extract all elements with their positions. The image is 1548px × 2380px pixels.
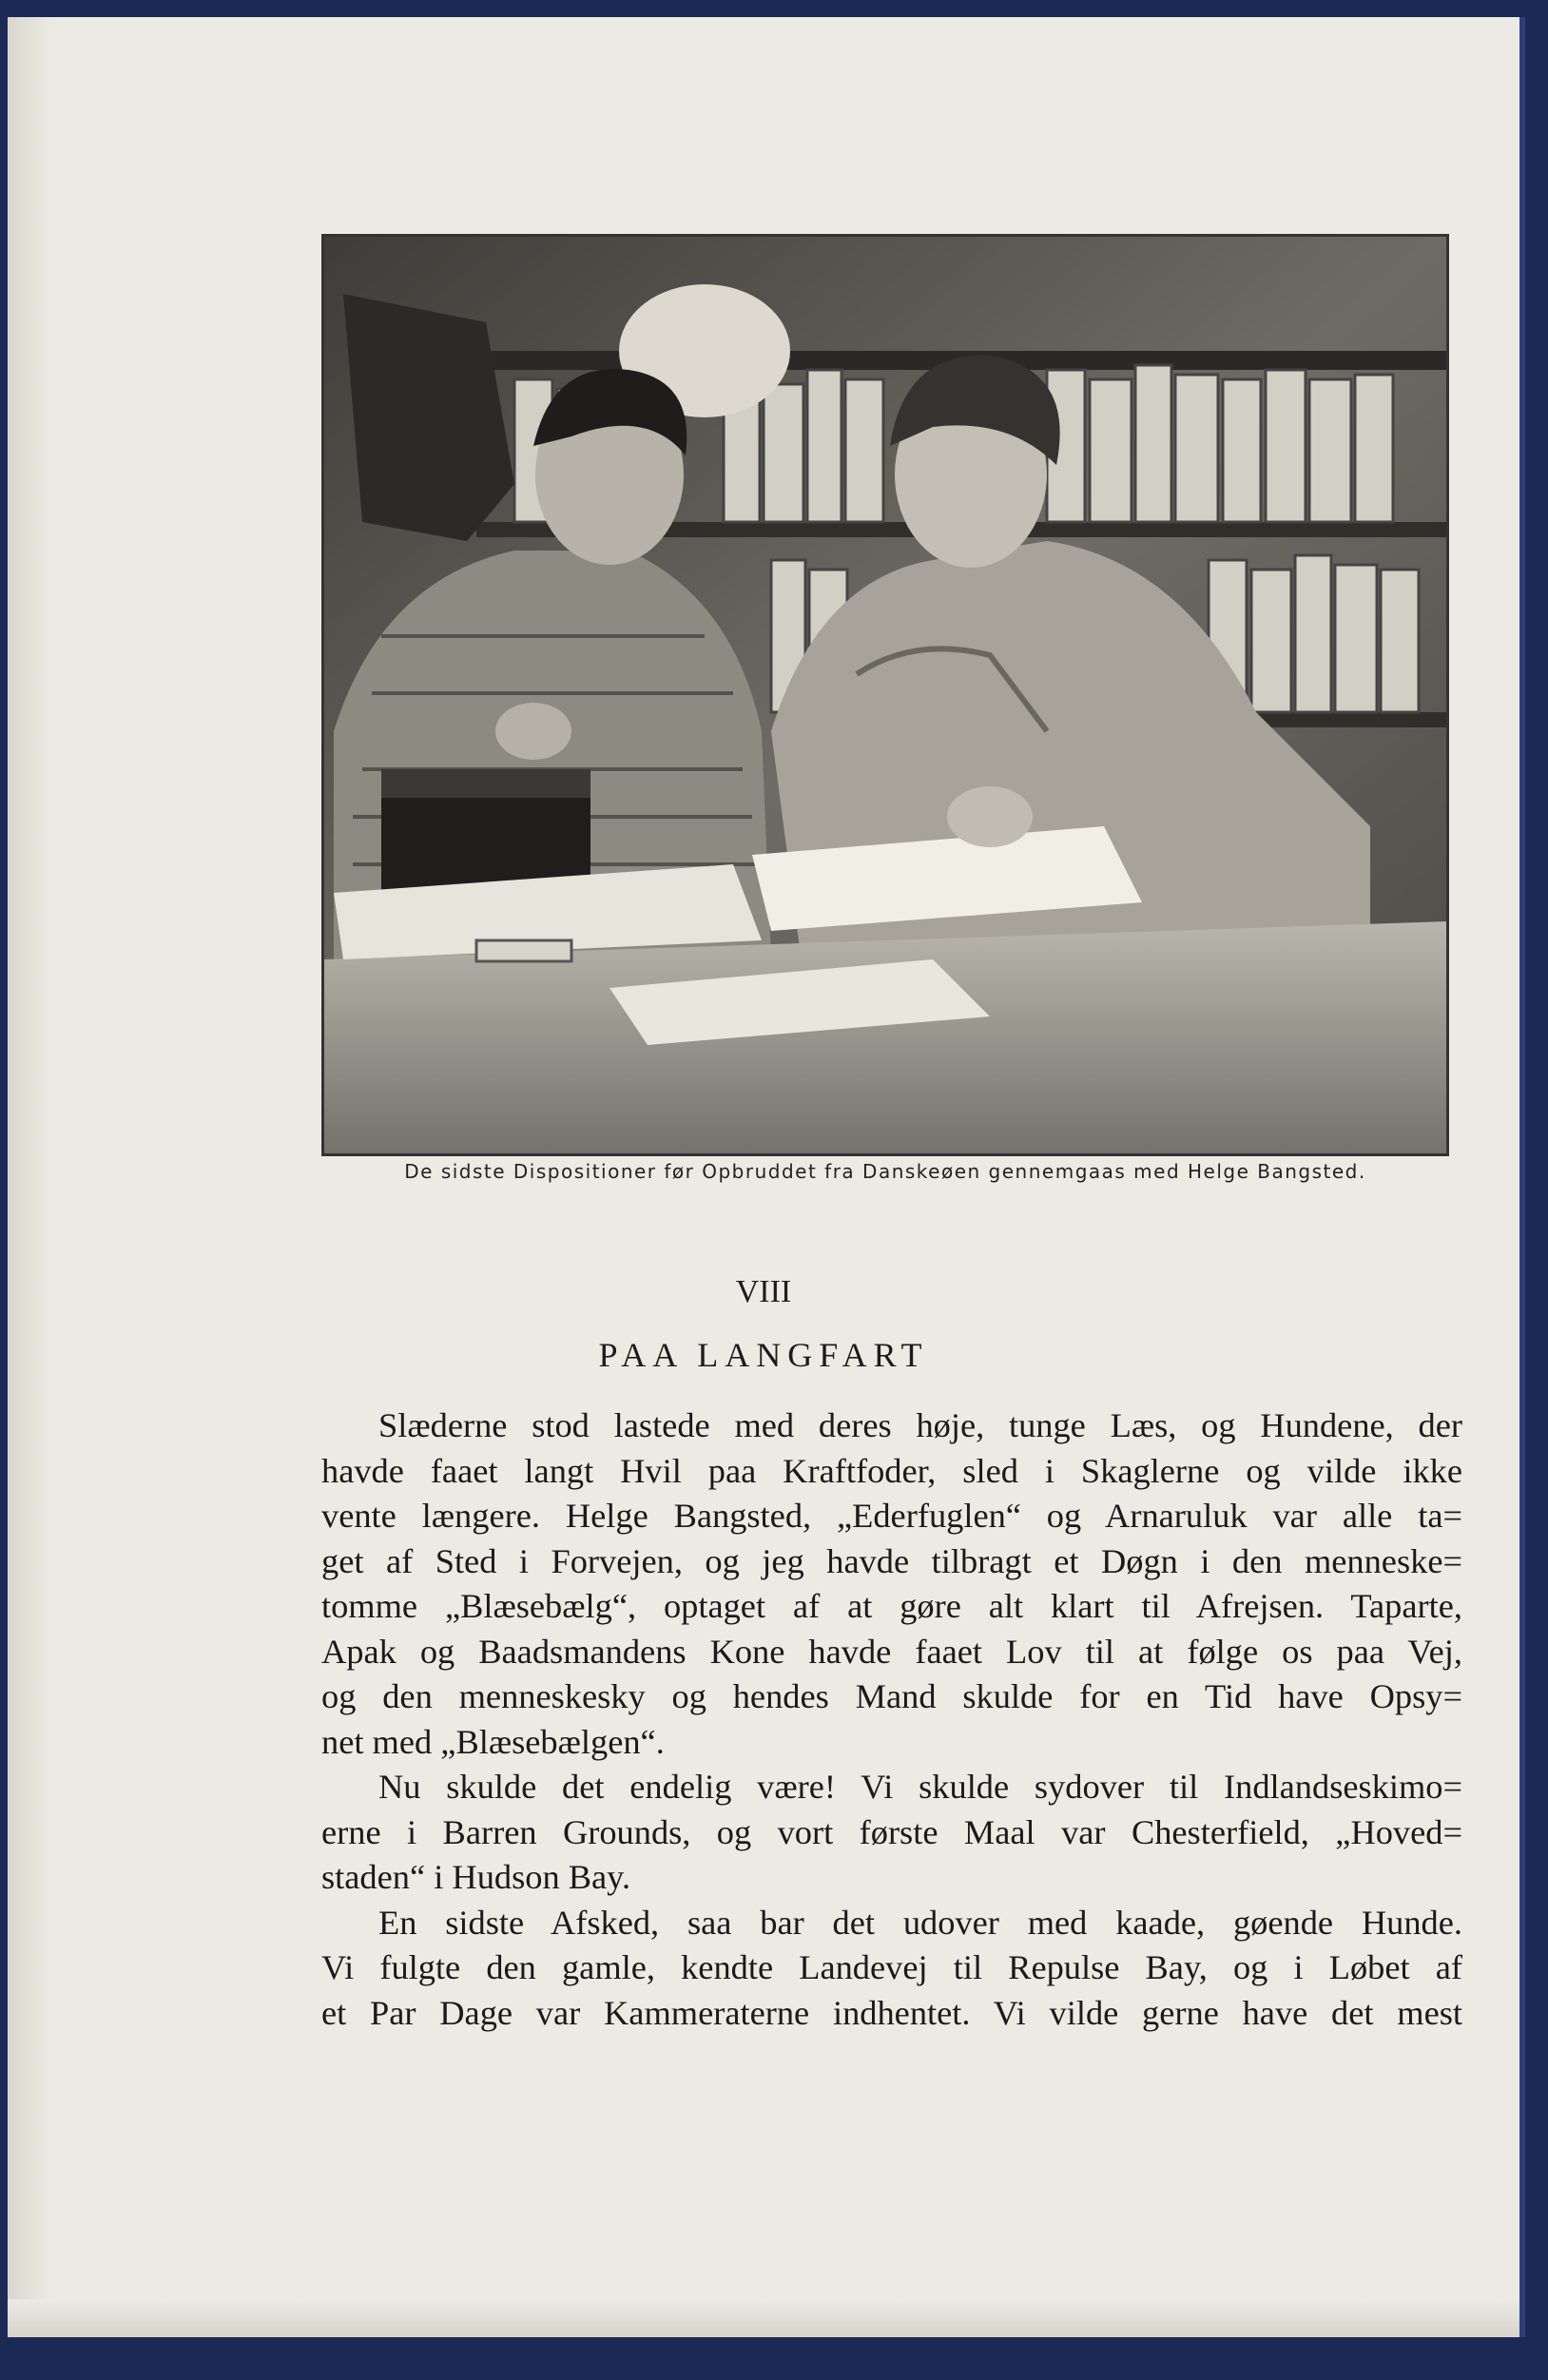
text-line: staden“ i Hudson Bay.	[321, 1858, 631, 1896]
text-line: et Par Dage var Kammeraterne indhentet. Vi vilde gerne have det mest	[321, 1993, 1462, 2032]
photo-caption: De sidste Dispositioner før Opbruddet fra Danskeøen gennemgaas med Helge Bangsted.	[404, 1160, 1366, 1183]
chapter-number: VIII	[735, 1274, 792, 1309]
text-line: get af Sted i Forvejen, og jeg havde tilbragt et Døgn i den menneske=	[321, 1541, 1462, 1580]
text-line: vente længere. Helge Bangsted, „Ederfuglen“ og Arnaruluk var alle ta=	[321, 1497, 1462, 1535]
photograph	[321, 234, 1449, 1156]
body-text	[321, 1403, 1462, 2036]
chapter-title: PAA LANGFART	[598, 1336, 929, 1374]
text-line: erne i Barren Grounds, og vort første Maal var Chesterfield, „Hoved=	[321, 1812, 1462, 1851]
photograph-two-men-at-desk-icon	[324, 237, 1446, 1153]
text-line: Vi fulgte den gamle, kendte Landevej til Repulse Bay, og i Løbet af	[321, 1948, 1462, 1986]
text-line: havde faaet langt Hvil paa Kraftfoder, sled i Skaglerne og vilde ikke	[321, 1451, 1462, 1490]
book-page	[8, 17, 1525, 2337]
text-line: net med „Blæsebælgen“.	[321, 1722, 665, 1761]
text-line: Apak og Baadsmandens Kone havde faaet Lov til at følge os paa Vej,	[321, 1632, 1462, 1671]
text-line: Slæderne stod lastede med deres høje, tunge Læs, og Hundene, der	[378, 1406, 1462, 1444]
page-spine-shadow	[8, 17, 53, 2337]
text-line: tomme „Blæsebælg“, optaget af at gøre alt klart til Afrejsen. Taparte,	[321, 1587, 1462, 1625]
text-line: Nu skulde det endelig være! Vi skulde sydover til Indlandseskimo=	[378, 1768, 1462, 1806]
page-bottom-edge	[8, 2299, 1519, 2337]
text-line: og den menneskesky og hendes Mand skulde for en Tid have Opsy=	[321, 1677, 1462, 1715]
text-line: En sidste Afsked, saa bar det udover med kaade, gøende Hunde.	[378, 1903, 1462, 1942]
